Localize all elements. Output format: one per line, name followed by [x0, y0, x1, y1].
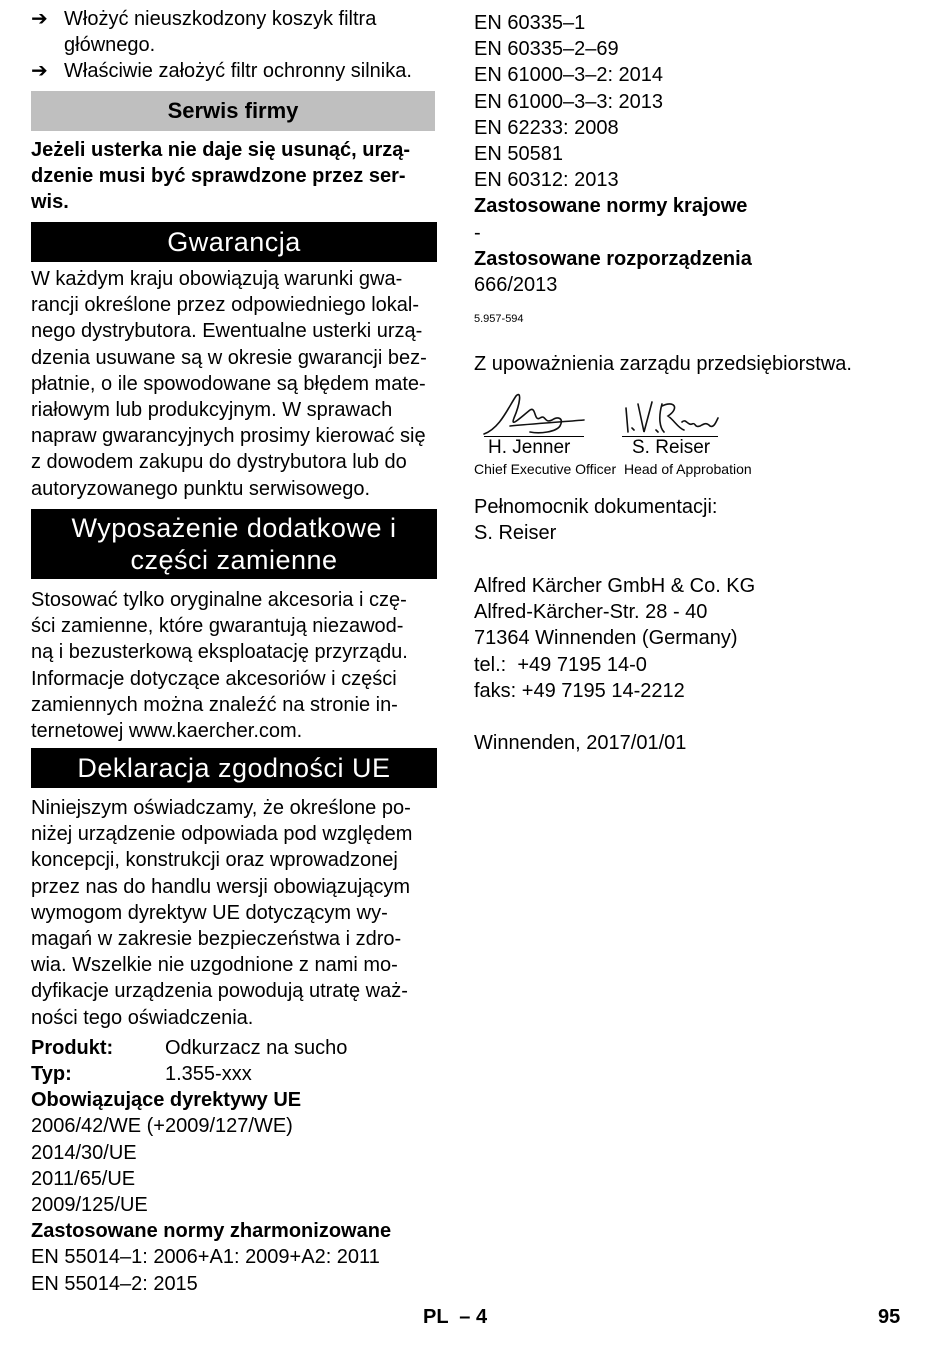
type-label: Typ: — [31, 1063, 72, 1086]
declaration-line: koncepcji, konstrukcji oraz wprowadzonej — [31, 849, 398, 872]
declaration-line: magań w zakresie bezpieczeństwa i zdro- — [31, 928, 402, 951]
warranty-line: W każdym kraju obowiązują warunki gwa- — [31, 268, 403, 290]
bullet-list — [31, 6, 412, 85]
service-line: wis. — [31, 191, 69, 214]
signer-name: H. Jenner — [488, 437, 571, 458]
address-line: faks: +49 7195 14-2212 — [474, 679, 685, 702]
signature-reiser — [622, 398, 722, 438]
harmonized-item: EN 55014–1: 2006+A1: 2009+A2: 2011 — [31, 1246, 380, 1269]
standard-item: EN 61000–3–3: 2013 — [474, 90, 664, 113]
product-value: Odkurzacz na sucho — [165, 1036, 348, 1059]
accessories-heading-line: części zamienne — [130, 545, 338, 575]
address-line: 71364 Winnenden (Germany) — [474, 627, 738, 650]
directives-heading: Obowiązujące dyrektywy UE — [31, 1089, 302, 1112]
type-value: 1.355-xxx — [165, 1063, 252, 1086]
standards-list — [474, 10, 752, 298]
directive-item: 2006/42/WE (+2009/127/WE) — [31, 1115, 293, 1138]
service-heading: Serwis firmy — [31, 91, 435, 131]
representative-label: Pełnomocnik dokumentacji: — [474, 496, 718, 518]
place-date: Winnenden, 2017/01/01 — [474, 732, 687, 754]
representative — [474, 494, 717, 546]
standard-item: EN 50581 — [474, 143, 563, 166]
accessories-heading — [31, 509, 437, 579]
warranty-heading: Gwarancja — [31, 222, 437, 262]
doc-number: 5.957-594 — [474, 313, 524, 325]
accessories-heading-line: Wyposażenie dodatkowe i — [71, 513, 397, 543]
directive-item: 2014/30/UE — [31, 1141, 137, 1164]
accessories-line: ternetowej www.kaercher.com. — [31, 720, 303, 743]
declaration-line: ności tego oświadczenia. — [31, 1006, 254, 1029]
authorization-text: Z upoważnienia zarządu przedsiębiorstwa. — [474, 353, 852, 375]
arrow-icon: ➔ — [31, 60, 48, 83]
bullet-line: głównego. — [64, 34, 156, 57]
signer-title: Chief Executive Officer — [474, 461, 617, 477]
bullet-item — [31, 58, 412, 84]
arrow-icon: ➔ — [31, 8, 48, 30]
service-line: Jeżeli usterka nie daje się usunąć, urzą- — [31, 139, 411, 161]
signer-name: S. Reiser — [632, 437, 711, 458]
address-block — [474, 573, 755, 704]
warranty-line: z dowodem zakupu do dystrybutora lub do — [31, 451, 407, 474]
service-line: dzenie musi być sprawdzone przez ser- — [31, 165, 406, 188]
declaration-line: Niniejszym oświadczamy, że określone po- — [31, 797, 411, 819]
regulations-heading: Zastosowane rozporządzenia — [474, 247, 752, 270]
standard-item: EN 62233: 2008 — [474, 116, 619, 139]
declaration-line: niżej urządzenie odpowiada pod względem — [31, 823, 413, 846]
declaration-line: przez nas do handlu wersji obowiązującym — [31, 875, 411, 898]
address-line: Alfred-Kärcher-Str. 28 - 40 — [474, 601, 708, 624]
warranty-text — [31, 266, 427, 502]
bullet-line: Właściwie założyć filtr ochronny silnika. — [64, 60, 412, 83]
standard-item: EN 60312: 2013 — [474, 169, 619, 192]
harmonized-heading: Zastosowane normy zharmonizowane — [31, 1220, 392, 1243]
regulations-value: 666/2013 — [474, 274, 558, 297]
signer-title: Head of Approbation — [624, 461, 752, 477]
bullet-line: Włożyć nieuszkodzony koszyk filtra — [64, 8, 377, 30]
standard-item: EN 60335–2–69 — [474, 38, 619, 61]
accessories-line: zamiennych można znaleźć na stronie in- — [31, 693, 398, 716]
accessories-line: ści zamienne, które gwarantują niezawod- — [31, 615, 404, 638]
warranty-line: dzenia usuwane są w okresie gwarancji bez- — [31, 346, 427, 369]
page-number: 95 — [878, 1306, 901, 1328]
declaration-heading: Deklaracja zgodności UE — [31, 748, 437, 788]
accessories-text — [31, 587, 408, 744]
directive-item: 2011/65/UE — [31, 1167, 136, 1190]
declaration-text — [31, 795, 412, 1297]
product-label: Produkt: — [31, 1036, 114, 1059]
type-row — [31, 1061, 412, 1087]
warranty-line: napraw gwarancyjnych prosimy kierować się — [31, 425, 426, 448]
warranty-line: autoryzowanego punktu serwisowego. — [31, 477, 371, 500]
harmonized-item: EN 55014–2: 2015 — [31, 1272, 198, 1295]
footer-section: PL – 4 — [423, 1306, 488, 1328]
declaration-line: wia. Wszelkie nie uzgodnione z nami mo- — [31, 954, 398, 977]
accessories-line: Informacje dotyczące akcesoriów i części — [31, 667, 397, 690]
service-text — [31, 137, 410, 216]
accessories-line: Stosować tylko oryginalne akcesoria i czę- — [31, 589, 407, 611]
declaration-line: dyfikacje urządzenia powodują utratę waż- — [31, 980, 408, 1003]
warranty-line: rancji określone przez odpowiedniego lokal- — [31, 294, 419, 317]
standard-item: EN 60335–1 — [474, 12, 586, 34]
bullet-item — [31, 6, 412, 58]
warranty-line: płatnie, o ile spowodowane są błędem mate- — [31, 372, 426, 395]
representative-name: S. Reiser — [474, 522, 557, 545]
accessories-line: ną i bezusterkową eksploatację przyrządu. — [31, 641, 408, 664]
product-row — [31, 1035, 412, 1061]
signature-jenner — [480, 388, 590, 440]
address-line: tel.: +49 7195 14-0 — [474, 653, 647, 676]
directive-item: 2009/125/UE — [31, 1194, 148, 1217]
standard-item: EN 61000–3–2: 2014 — [474, 64, 664, 87]
address-line: Alfred Kärcher GmbH & Co. KG — [474, 575, 756, 597]
national-heading: Zastosowane normy krajowe — [474, 195, 748, 218]
declaration-line: wymogom dyrektyw UE dotyczącym wy- — [31, 901, 388, 924]
warranty-line: riałowym lub produkcyjnym. W sprawach — [31, 399, 393, 422]
national-value: - — [474, 221, 481, 244]
warranty-line: nego dystrybutora. Ewentualne usterki urzą- — [31, 320, 423, 343]
